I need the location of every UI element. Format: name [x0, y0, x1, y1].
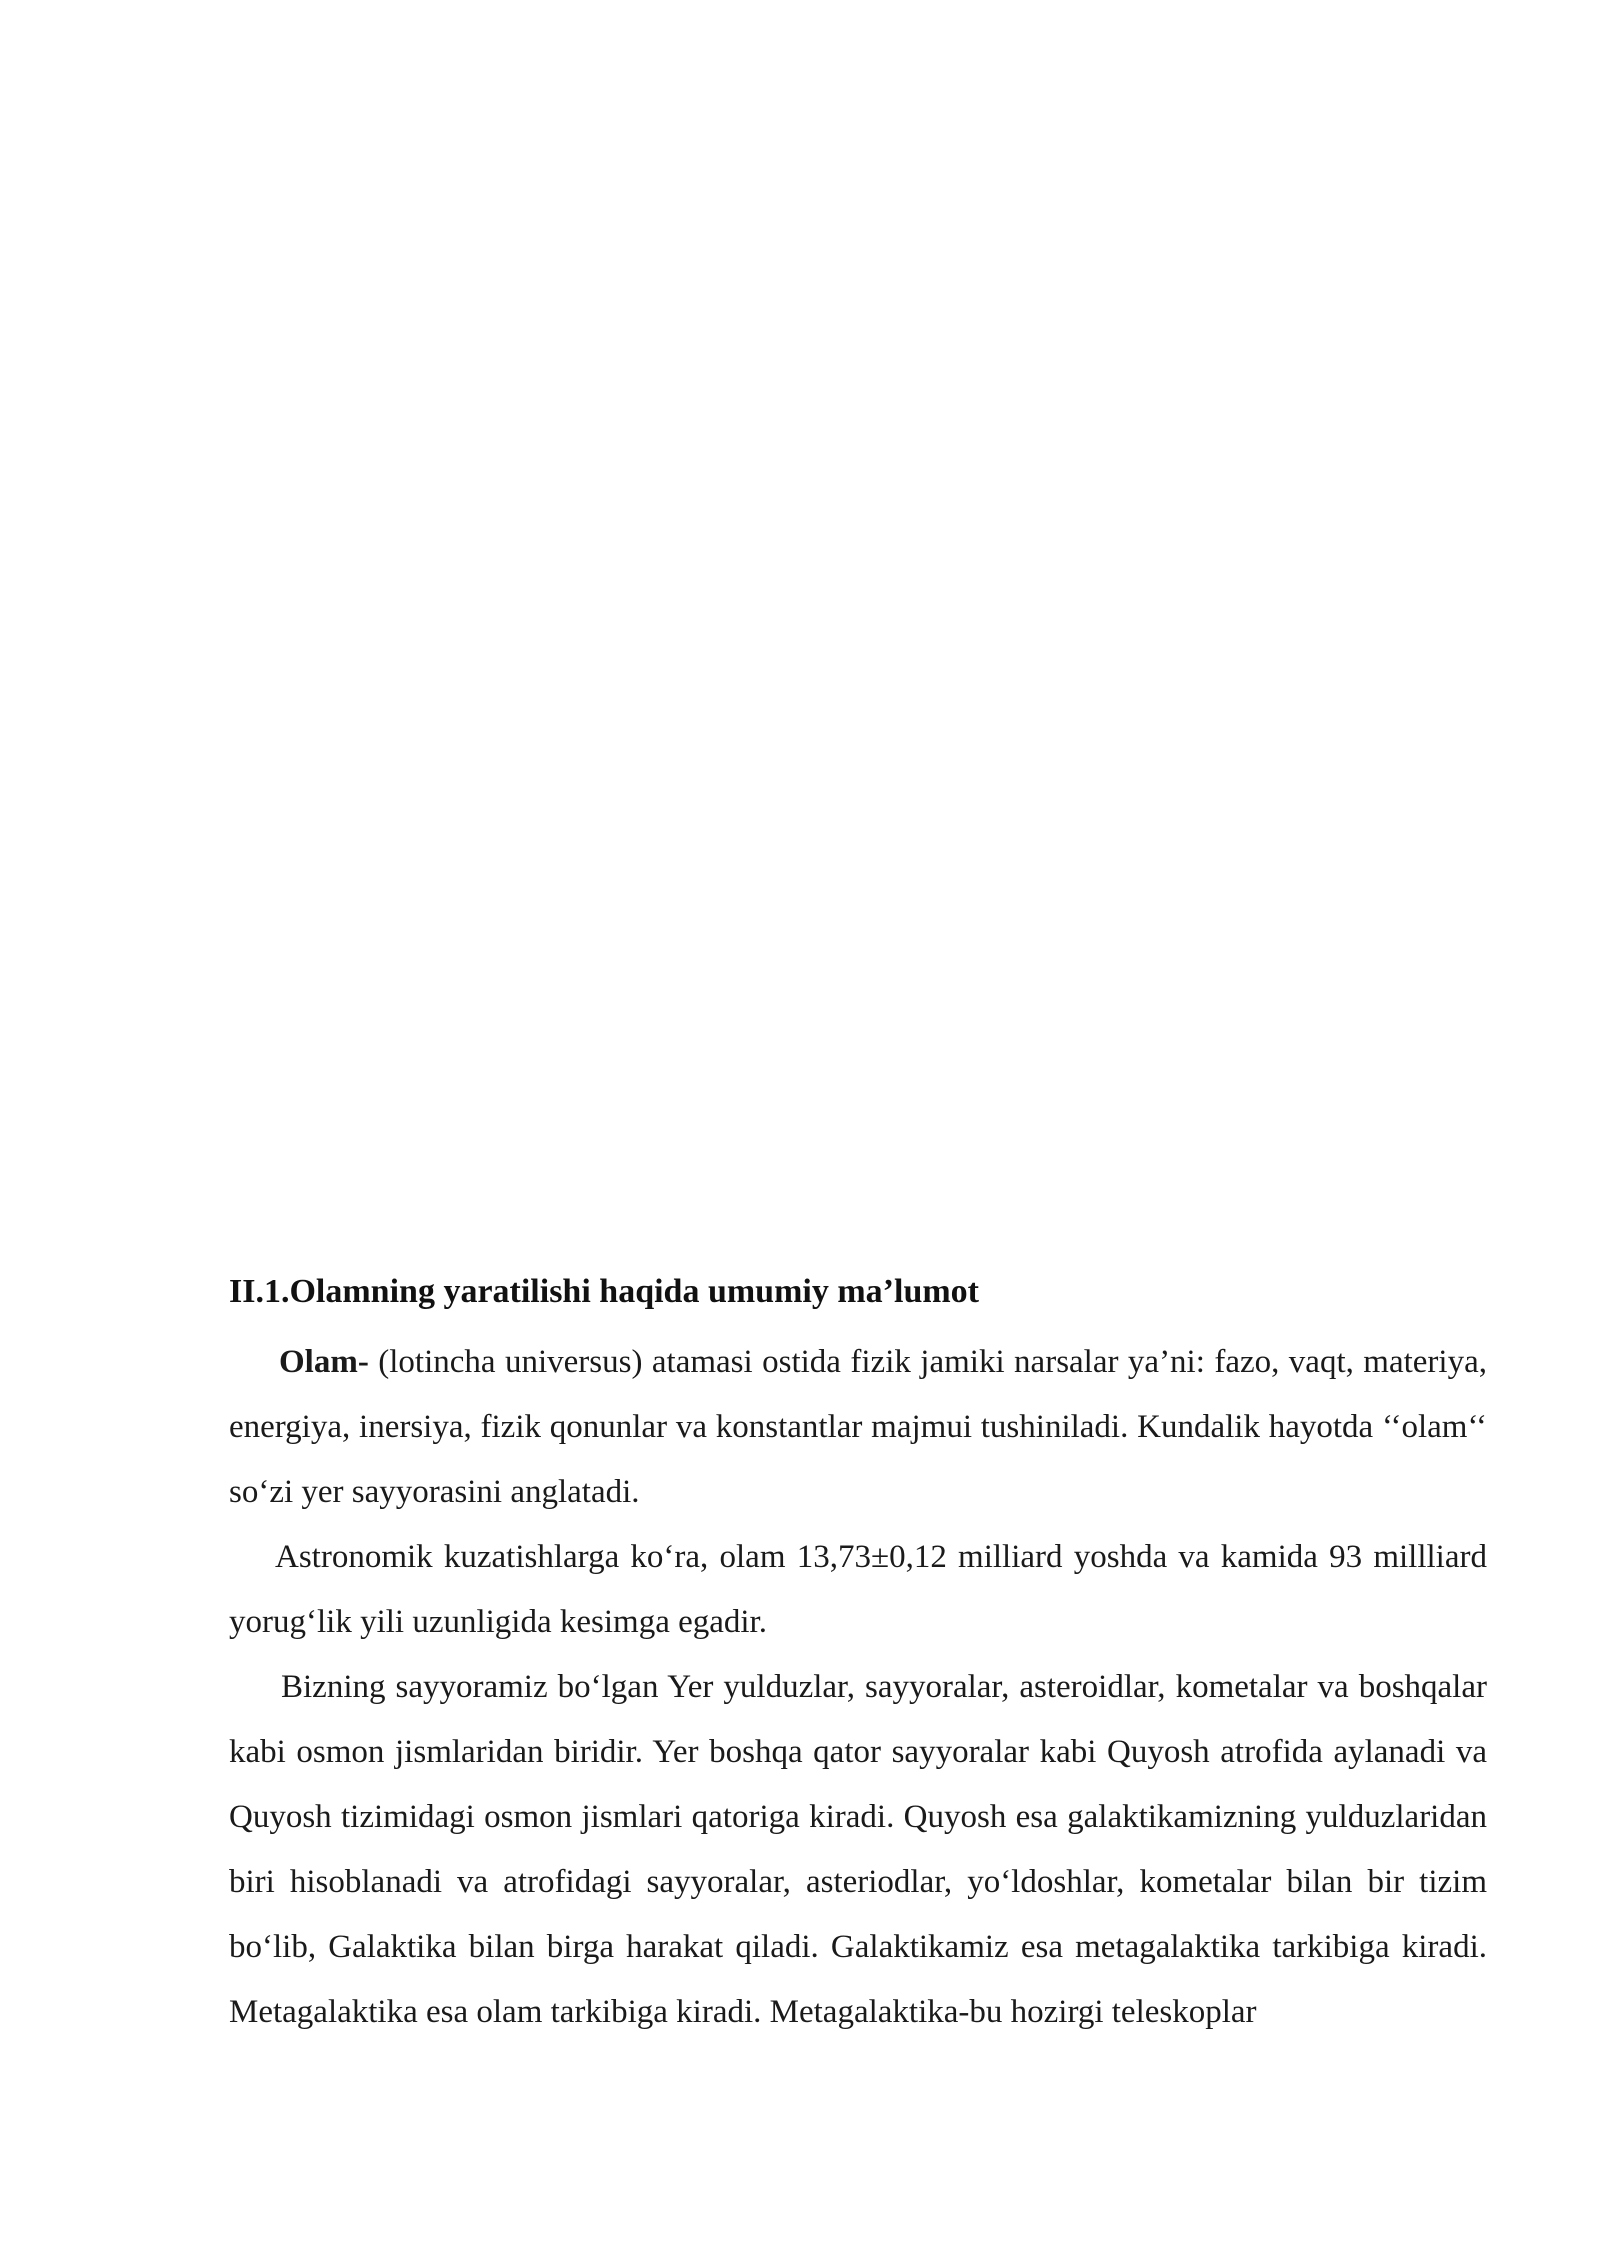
paragraph-text: (lotincha universus) atamasi ostida fizik jamiki narsalar ya’ni: fazo, vaqt, materiya, energiya, inersiya, fizik qonunlar va konstantlar majmui tushiniladi. Kundalik hayotda ‘‘olam‘‘ so‘zi yer sayyorasini anglatadi. [229, 1344, 1487, 1510]
paragraph-text: Bizning sayyoramiz bo‘lgan Yer yulduzlar, sayyoralar, asteroidlar, kometalar va boshqalar kabi osmon jismlaridan biridir. Yer boshqa qator sayyoralar kabi Quyosh atrofida aylanadi va Quyosh tizimidagi osmon jismlari qatoriga kiradi. Quyosh esa galaktikamizning yulduzlaridan biri hisoblanadi va atrofidagi sayyoralar, asteriodlar, yo‘ldoshlar, kometalar bilan bir tizim bo‘lib, Galaktika bilan birga harakat qiladi. Galaktikamiz esa metagalaktika tarkibiga kiradi. Metagalaktika esa olam tarkibiga kiradi. Metagalaktika-bu hozirgi teleskoplar [229, 1669, 1487, 2030]
section-heading: II.1.Olamning yaratilishi haqida umumiy ma’lumot [229, 1273, 980, 1310]
paragraph-text: Astronomik kuzatishlarga ko‘ra, olam 13,73±0,12 milliard yoshda va kamida 93 millliard yorug‘lik yili uzunligida kesimga egadir. [229, 1539, 1487, 1640]
paragraph-earth-solar-system [229, 1655, 1487, 2045]
page-content [229, 1270, 1487, 2045]
paragraph-astronomical-age [229, 1525, 1487, 1655]
paragraph-olam-definition [229, 1330, 1487, 1525]
term-olam: Olam- [279, 1344, 369, 1380]
